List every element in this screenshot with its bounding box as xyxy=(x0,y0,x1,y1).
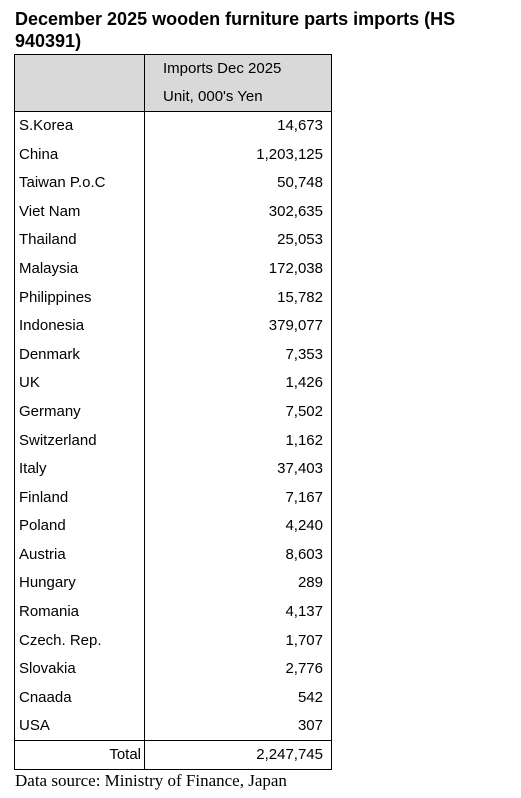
table-row xyxy=(15,712,332,741)
country-cell: S.Korea xyxy=(15,112,145,141)
country-cell: Austria xyxy=(15,541,145,570)
country-cell: Slovakia xyxy=(15,655,145,684)
header-blank-cell xyxy=(15,83,145,112)
table-row xyxy=(15,226,332,255)
value-cell: 7,167 xyxy=(145,483,332,512)
value-cell: 1,707 xyxy=(145,626,332,655)
table-row xyxy=(15,112,332,141)
country-cell: Italy xyxy=(15,455,145,484)
header-title-cell: Imports Dec 2025 xyxy=(145,55,332,84)
value-cell: 8,603 xyxy=(145,541,332,570)
value-cell: 1,203,125 xyxy=(145,140,332,169)
country-cell: China xyxy=(15,140,145,169)
value-cell: 289 xyxy=(145,569,332,598)
table-row xyxy=(15,197,332,226)
value-cell: 4,240 xyxy=(145,512,332,541)
table-row xyxy=(15,598,332,627)
value-cell: 4,137 xyxy=(145,598,332,627)
country-cell: Czech. Rep. xyxy=(15,626,145,655)
value-cell: 1,162 xyxy=(145,426,332,455)
country-cell: Germany xyxy=(15,398,145,427)
country-cell: UK xyxy=(15,369,145,398)
value-cell: 37,403 xyxy=(145,455,332,484)
header-blank-cell xyxy=(15,55,145,84)
country-cell: USA xyxy=(15,712,145,741)
table-row xyxy=(15,426,332,455)
value-cell: 7,502 xyxy=(145,398,332,427)
country-cell: Taiwan P.o.C xyxy=(15,169,145,198)
country-cell: Malaysia xyxy=(15,255,145,284)
table-row xyxy=(15,512,332,541)
country-cell: Philippines xyxy=(15,283,145,312)
country-cell: Thailand xyxy=(15,226,145,255)
total-row xyxy=(15,741,332,770)
table-row xyxy=(15,283,332,312)
table-row xyxy=(15,626,332,655)
country-cell: Denmark xyxy=(15,340,145,369)
table-row xyxy=(15,169,332,198)
value-cell: 172,038 xyxy=(145,255,332,284)
data-source-note: Data source: Ministry of Finance, Japan xyxy=(15,771,287,790)
imports-table xyxy=(14,54,332,770)
value-cell: 7,353 xyxy=(145,340,332,369)
value-cell: 307 xyxy=(145,712,332,741)
value-cell: 14,673 xyxy=(145,112,332,141)
value-cell: 379,077 xyxy=(145,312,332,341)
header-unit-cell: Unit, 000's Yen xyxy=(145,83,332,112)
country-cell: Hungary xyxy=(15,569,145,598)
table-row xyxy=(15,312,332,341)
table-row xyxy=(15,655,332,684)
table-header-row xyxy=(15,55,332,84)
table-row xyxy=(15,140,332,169)
country-cell: Cnaada xyxy=(15,684,145,713)
value-cell: 302,635 xyxy=(145,197,332,226)
value-cell: 50,748 xyxy=(145,169,332,198)
value-cell: 15,782 xyxy=(145,283,332,312)
country-cell: Viet Nam xyxy=(15,197,145,226)
total-value: 2,247,745 xyxy=(145,741,332,770)
table-row xyxy=(15,569,332,598)
table-row xyxy=(15,541,332,570)
table-row xyxy=(15,455,332,484)
table-row xyxy=(15,398,332,427)
country-cell: Indonesia xyxy=(15,312,145,341)
country-cell: Poland xyxy=(15,512,145,541)
total-label: Total xyxy=(15,741,145,770)
country-cell: Finland xyxy=(15,483,145,512)
table-row xyxy=(15,340,332,369)
table-row xyxy=(15,255,332,284)
table-row xyxy=(15,483,332,512)
table-row xyxy=(15,684,332,713)
table-header-row-unit xyxy=(15,83,332,112)
value-cell: 2,776 xyxy=(145,655,332,684)
table-row xyxy=(15,369,332,398)
country-cell: Romania xyxy=(15,598,145,627)
value-cell: 1,426 xyxy=(145,369,332,398)
page-title: December 2025 wooden furniture parts imports (HS 940391) xyxy=(15,9,456,51)
value-cell: 542 xyxy=(145,684,332,713)
value-cell: 25,053 xyxy=(145,226,332,255)
country-cell: Switzerland xyxy=(15,426,145,455)
